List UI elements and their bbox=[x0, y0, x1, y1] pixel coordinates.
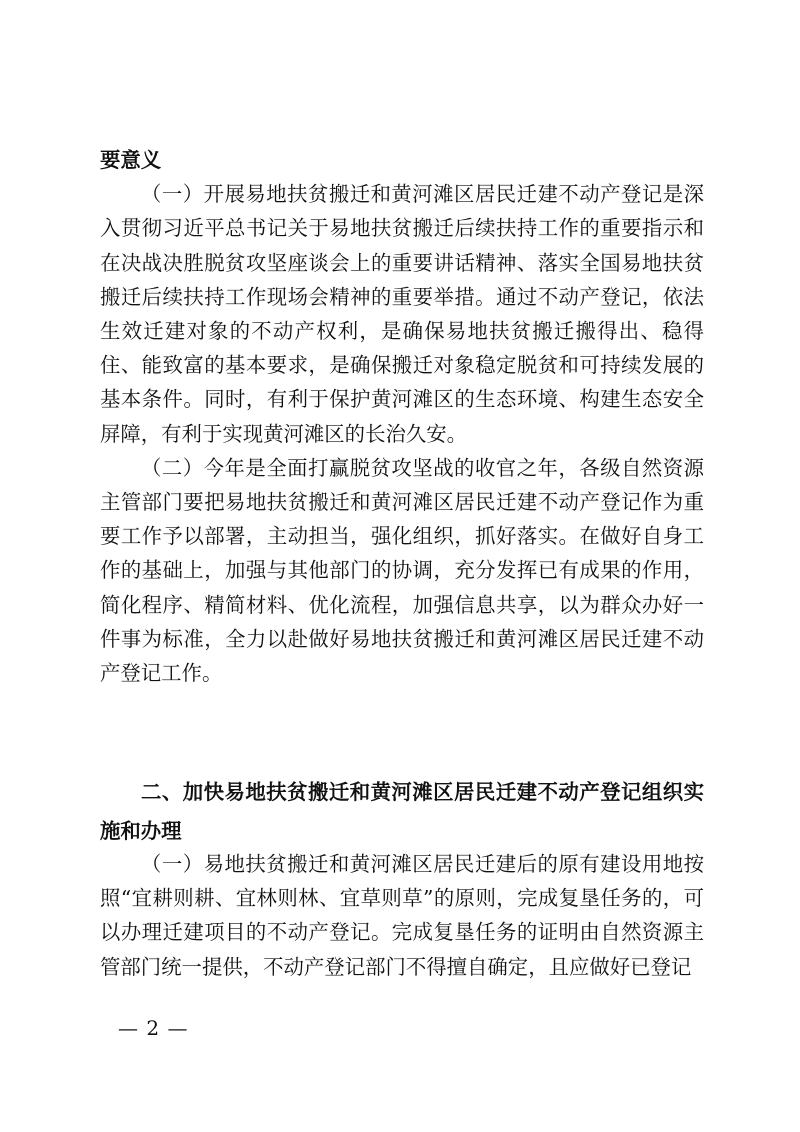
continued-heading: 要意义 bbox=[100, 148, 162, 172]
section-heading: 二、加快易地扶贫搬迁和黄河滩区居民迁建不动产登记组织实施和办理 bbox=[100, 780, 704, 843]
paragraph-3: （一）易地扶贫搬迁和黄河滩区居民迁建后的原有建设用地按照“宜耕则耕、宜林则林、宜草则草”的原则，完成复垦任务的，可以办理迁建项目的不动产登记。完成复垦任务的证明由自然资源主管部门统一提供，不动产登记部门不得擅自确定，且应做好已登记 bbox=[100, 852, 704, 979]
section-one-continued bbox=[100, 143, 704, 690]
page-number: — 2 — bbox=[118, 1016, 189, 1040]
paragraph-1: （一）开展易地扶贫搬迁和黄河滩区居民迁建不动产登记是深入贯彻习近平总书记关于易地扶贫搬迁后续扶持工作的重要指示和在决战决胜脱贫攻坚座谈会上的重要讲话精神、落实全国易地扶贫搬迁后续扶持工作现场会精神的重要举措。通过不动产登记，依法生效迁建对象的不动产权利，是确保易地扶贫搬迁搬得出、稳得住、能致富的基本要求，是确保搬迁对象稳定脱贫和可持续发展的基本条件。同时，有利于保护黄河滩区的生态环境、构建生态安全屏障，有利于实现黄河滩区的长治久安。 bbox=[100, 182, 704, 446]
section-two-body bbox=[100, 847, 704, 984]
paragraph-2: （二）今年是全面打赢脱贫攻坚战的收官之年，各级自然资源主管部门要把易地扶贫搬迁和黄河滩区居民迁建不动产登记作为重要工作予以部署，主动担当，强化组织，抓好落实。在做好自身工作的基础上，加强与其他部门的协调，充分发挥已有成果的作用，简化程序、精简材料、优化流程，加强信息共享，以为群众办好一件事为标准，全力以赴做好易地扶贫搬迁和黄河滩区居民迁建不动产登记工作。 bbox=[100, 455, 704, 686]
section-two bbox=[100, 773, 704, 851]
